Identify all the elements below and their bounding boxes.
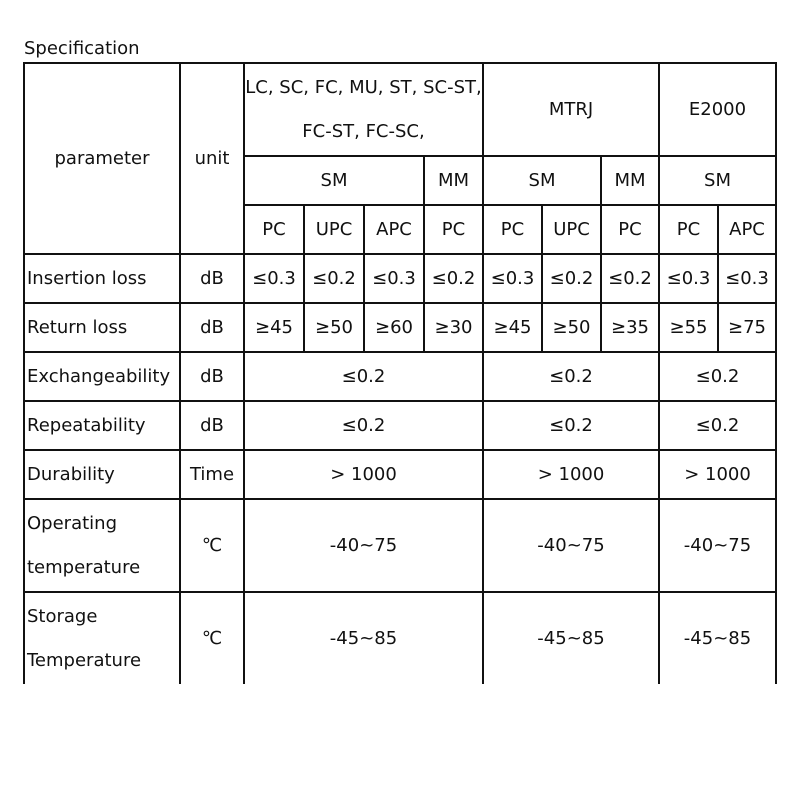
group-line: E2000 xyxy=(688,98,747,120)
polish-cell: APC xyxy=(718,205,776,254)
value-cell: ≤0.2 xyxy=(659,352,776,401)
value-cell: > 1000 xyxy=(244,450,483,499)
group-line: LC, SC, FC, MU, ST, SC-ST, xyxy=(245,76,482,98)
value-cell: -45~85 xyxy=(659,592,776,684)
unit-cell: ℃ xyxy=(180,499,244,592)
value-cell: ≥45 xyxy=(244,303,304,352)
mode-cell: SM xyxy=(483,156,601,205)
polish-cell: PC xyxy=(659,205,718,254)
unit-cell: ℃ xyxy=(180,592,244,684)
polish-cell: UPC xyxy=(542,205,601,254)
header-unit: unit xyxy=(180,63,244,254)
mode-cell: MM xyxy=(424,156,483,205)
polish-cell: APC xyxy=(364,205,424,254)
header-group-e2000 xyxy=(659,63,776,156)
header-group-mtrj xyxy=(483,63,659,156)
mode-cell: SM xyxy=(244,156,424,205)
row-durability xyxy=(24,450,776,499)
param-label xyxy=(24,592,180,684)
row-return-loss xyxy=(24,303,776,352)
value-cell: ≤0.2 xyxy=(424,254,483,303)
param-label xyxy=(24,499,180,592)
mode-cell: SM xyxy=(659,156,776,205)
row-exchangeability xyxy=(24,352,776,401)
value-cell: ≥50 xyxy=(304,303,364,352)
param-label: Exchangeability xyxy=(24,352,180,401)
row-insertion-loss xyxy=(24,254,776,303)
param-label-line: temperature xyxy=(27,556,141,578)
value-cell: ≤0.2 xyxy=(304,254,364,303)
unit-cell: dB xyxy=(180,352,244,401)
value-cell: ≤0.3 xyxy=(718,254,776,303)
value-cell: ≤0.3 xyxy=(483,254,542,303)
page-title: Specification xyxy=(24,38,140,59)
value-cell: ≤0.2 xyxy=(483,352,659,401)
value-cell: ≥60 xyxy=(364,303,424,352)
value-cell: ≤0.3 xyxy=(244,254,304,303)
value-cell: ≥50 xyxy=(542,303,601,352)
param-label-line: Storage xyxy=(27,605,98,627)
value-cell: -45~85 xyxy=(483,592,659,684)
value-cell: ≤0.3 xyxy=(364,254,424,303)
row-operating-temperature xyxy=(24,499,776,592)
value-cell: ≥35 xyxy=(601,303,659,352)
value-cell: -40~75 xyxy=(659,499,776,592)
value-cell: ≤0.2 xyxy=(542,254,601,303)
param-label: Durability xyxy=(24,450,180,499)
value-cell: ≤0.2 xyxy=(244,352,483,401)
polish-cell: PC xyxy=(424,205,483,254)
value-cell: -45~85 xyxy=(244,592,483,684)
value-cell: ≤0.3 xyxy=(659,254,718,303)
param-label: Return loss xyxy=(24,303,180,352)
polish-cell: UPC xyxy=(304,205,364,254)
group-line: MTRJ xyxy=(548,98,594,120)
specification-table xyxy=(23,62,777,684)
polish-cell: PC xyxy=(483,205,542,254)
polish-cell: PC xyxy=(601,205,659,254)
value-cell: ≤0.2 xyxy=(483,401,659,450)
value-cell: ≤0.2 xyxy=(601,254,659,303)
unit-cell: dB xyxy=(180,303,244,352)
value-cell: ≥30 xyxy=(424,303,483,352)
value-cell: ≥75 xyxy=(718,303,776,352)
value-cell: ≥55 xyxy=(659,303,718,352)
value-cell: ≤0.2 xyxy=(244,401,483,450)
row-storage-temperature xyxy=(24,592,776,684)
polish-cell: PC xyxy=(244,205,304,254)
unit-cell: dB xyxy=(180,401,244,450)
param-label-line: Temperature xyxy=(27,649,142,671)
value-cell: > 1000 xyxy=(483,450,659,499)
unit-cell: dB xyxy=(180,254,244,303)
group-line: FC-ST, FC-SC, xyxy=(302,120,425,142)
param-label-line: Operating xyxy=(27,512,117,534)
mode-cell: MM xyxy=(601,156,659,205)
row-repeatability xyxy=(24,401,776,450)
header-parameter: parameter xyxy=(24,63,180,254)
value-cell: -40~75 xyxy=(483,499,659,592)
param-label: Repeatability xyxy=(24,401,180,450)
value-cell: > 1000 xyxy=(659,450,776,499)
unit-cell: Time xyxy=(180,450,244,499)
value-cell: ≤0.2 xyxy=(659,401,776,450)
param-label: Insertion loss xyxy=(24,254,180,303)
value-cell: -40~75 xyxy=(244,499,483,592)
header-group-connectors xyxy=(244,63,483,156)
value-cell: ≥45 xyxy=(483,303,542,352)
